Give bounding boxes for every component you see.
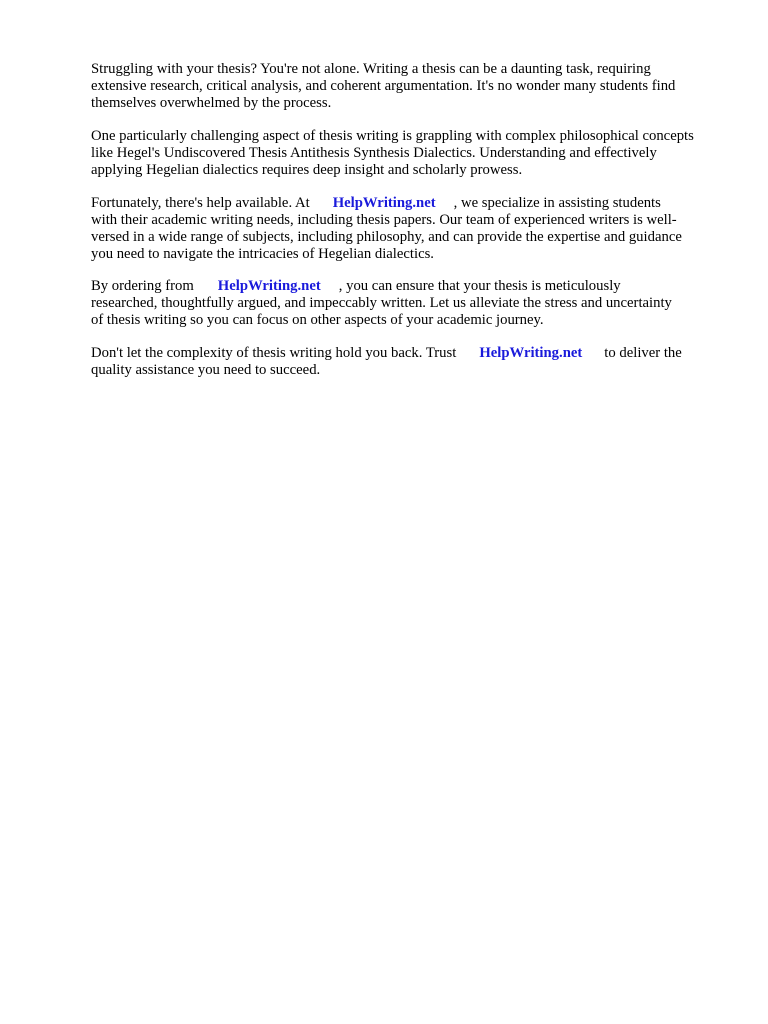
text-line: researched, thoughtfully argued, and impeccably written. Let us alleviate the stress and uncertainty [91,295,672,311]
text-segment: By ordering from [91,278,194,294]
text-line [91,278,672,295]
text-line: of thesis writing so you can focus on other aspects of your academic journey. [91,312,544,328]
helpwriting-link[interactable]: HelpWriting.net [332,195,436,211]
text-line: like Hegel's Undiscovered Thesis Antithesis Synthesis Dialectics. Understanding and effectively [91,145,657,161]
text-line: One particularly challenging aspect of thesis writing is grappling with complex philosophical concepts [91,128,694,144]
text-line: extensive research, critical analysis, and coherent argumentation. It's no wonder many students find [91,78,676,94]
text-segment: , you can ensure that your thesis is meticulously [338,278,621,294]
text-line: you need to navigate the intricacies of Hegelian dialectics. [91,246,434,262]
paragraph-ordering [91,278,672,329]
paragraph-help [91,195,682,263]
text-line [91,195,682,212]
text-line: themselves overwhelmed by the process. [91,95,332,111]
text-segment: Fortunately, there's help available. At [91,195,310,211]
helpwriting-link[interactable]: HelpWriting.net [479,345,583,361]
text-line: quality assistance you need to succeed. [91,362,321,378]
paragraph-challenge [91,128,694,179]
text-line: with their academic writing needs, including thesis papers. Our team of experienced writers is well- [91,212,677,228]
text-segment: to deliver the [604,345,682,361]
text-line: versed in a wide range of subjects, including philosophy, and can provide the expertise and guidance [91,229,682,245]
text-line: Struggling with your thesis? You're not alone. Writing a thesis can be a daunting task, requiring [91,61,651,77]
paragraph-intro [91,61,675,112]
text-line [91,345,682,362]
paragraph-trust [91,345,682,379]
text-segment: , we specialize in assisting students [453,195,661,211]
helpwriting-link[interactable]: HelpWriting.net [217,278,321,294]
text-segment: Don't let the complexity of thesis writing hold you back. Trust [91,345,457,361]
text-line: applying Hegelian dialectics requires deep insight and scholarly prowess. [91,162,523,178]
